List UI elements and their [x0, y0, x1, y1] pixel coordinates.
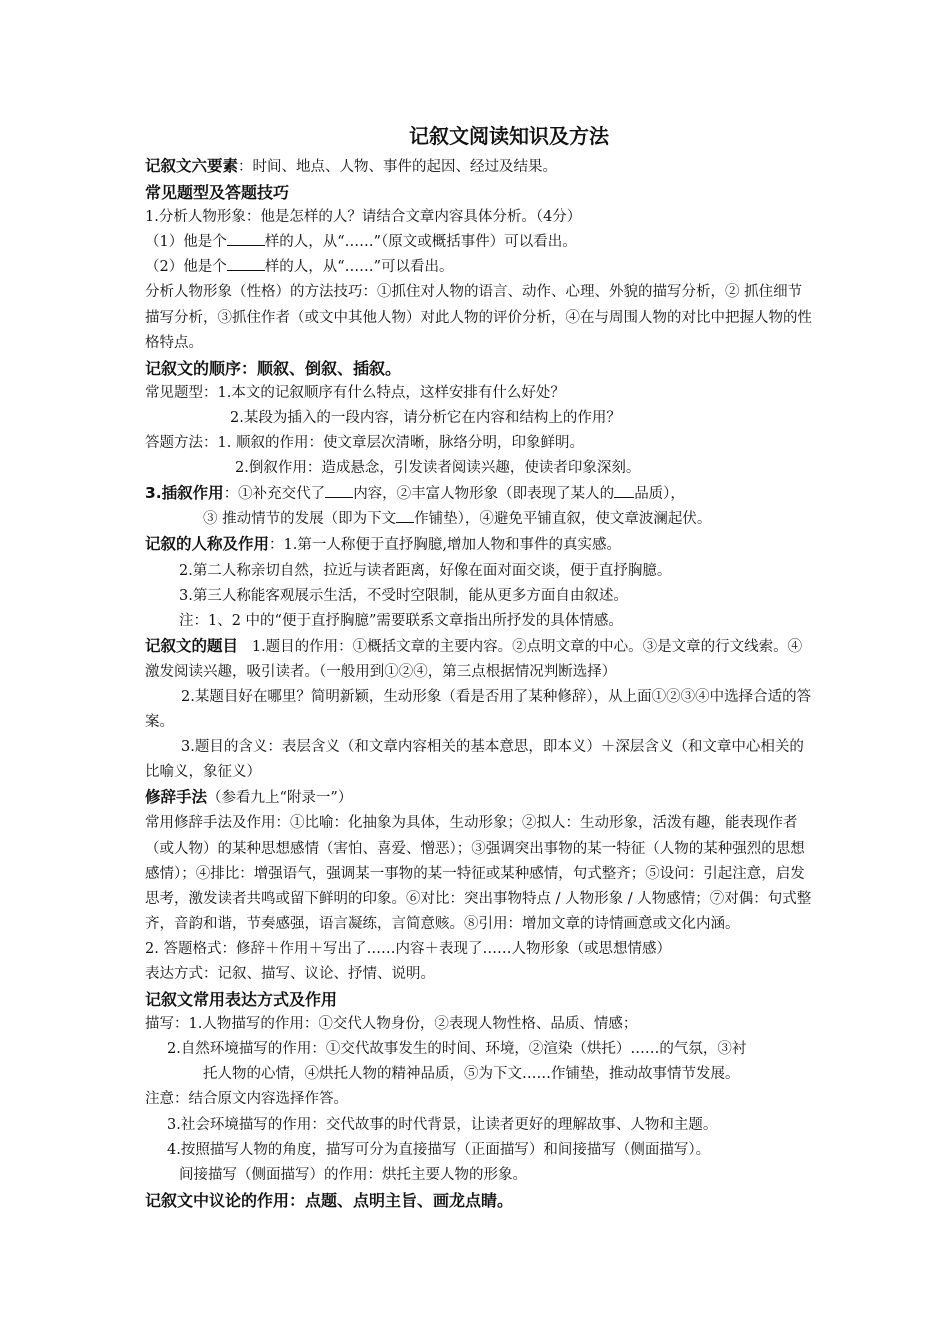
answer-1-prefix: （1）他是个 [145, 234, 227, 251]
rhetoric-ref: （参看九上“附录一”） [207, 790, 353, 807]
order-heading: 记叙文的顺序：顺叙、倒叙、插叙。 [145, 358, 402, 378]
topic-p2: 2.某题目好在哪里？简明新颖，生动形象（看是否用了某种修辞），从上面①②③④中选择合适的答案。 [145, 688, 812, 731]
flashback-text-3: 品质）， [634, 486, 685, 503]
person-first-text: ：1.第一人称便于直抒胸臆,增加人物和事件的真实感。 [269, 537, 621, 554]
six-elements-text: ：时间、地点、人物、事件的起因、经过及结果。 [238, 159, 558, 175]
flashback-blank-1 [325, 497, 353, 498]
expression-d1: 描写：1.人物描写的作用：①交代人物身份，②表现人物性格、品质、情感； [145, 1016, 638, 1033]
expression-d3: 3.社会环境描写的作用：交代故事的时代背景，让读者更好的理解故事、人物和主题。 [167, 1116, 718, 1133]
rhetoric-heading [145, 785, 813, 811]
rhetoric-p2: 2. 答题格式：修辞＋作用＋写出了……内容＋表现了……人物形象（或思想情感） [145, 940, 671, 957]
rhetoric-p1: 常用修辞手法及作用：①比喻：化抽象为具体，生动形象；②拟人：生动形象，活泼有趣，能表现作者（或人物）的某种思想感情（害怕、喜爱、憎恶）；③强调突出事物的某一特征（人物的某种强烈的思想感情）；④排比：增强语气，强调某一事物的某一特征或某种感情，句式整齐；⑤设问：引起注意，启发思考，激发读者共鸣或留下鲜明的印象。⑥对比：突出事物特点 / 人物形象 / 人物感情；⑦对偶：句式整齐，音韵和谐，节奏感强，语言凝练，言简意赅。⑧引用：增加文章的诗情画意或文化内涵。 [145, 815, 812, 932]
flashback-line-2 [145, 507, 813, 532]
topic-p3: 3.题目的含义：表层含义（和文章内容相关的基本意思，即本义）＋深层含义（和文章中心相关的比喻义，象征义） [145, 739, 804, 781]
rhetoric-label: 修辞手法 [145, 788, 208, 807]
flashback-blank-3 [396, 522, 414, 523]
flashback-label: 3.插叙作用 [145, 484, 224, 503]
flashback-text-5: 作铺垫），④避免平铺直叙，使文章波澜起伏。 [414, 511, 712, 528]
topic-p1-text: 1.题目的作用：①概括文章的主要内容。②点明文章的中心。③是文章的行文线索。④激发阅读兴趣，吸引读者。（一般用到①②④，第三点根据情况判断选择） [145, 638, 803, 680]
six-elements-label: 记叙文六要素 [145, 157, 239, 175]
person-third: 3.第三人称能客观展示生活，不受时空限制，能从更多方面自由叙述。 [179, 587, 628, 604]
order-methods-label: 答题方法： [145, 435, 218, 452]
character-answer-2 [145, 255, 813, 280]
answer-1-suffix: 样的人，从“……”（原文或概括事件）可以看出。 [264, 234, 577, 251]
character-question: 1.分析人物形象：他是怎样的人？请结合文章内容具体分析。（4分） [145, 209, 582, 226]
flashback-blank-2 [614, 497, 634, 498]
six-elements-line [145, 154, 813, 180]
common-types-heading: 常见题型及答题技巧 [145, 183, 290, 203]
character-answer-1 [145, 230, 813, 255]
page-title: 记叙文阅读知识及方法 [409, 124, 609, 148]
answer-2-prefix: （2）他是个 [145, 259, 227, 276]
person-second: 2.第二人称亲切自然，拉近与读者距离，好像在面对面交谈，便于直抒胸臆。 [179, 562, 672, 579]
flashback-text-1: ：①补充交代了 [223, 486, 326, 503]
order-type-1-text: 1.本文的记叙顺序有什么特点，这样安排有什么好处？ [217, 384, 565, 401]
character-method: 分析人物形象（性格）的方法技巧：①抓住对人物的语言、动作、心理、外貌的描写分析，② 抓住细节描写分析，③抓住作者（或文中其他人物）对此人物的评价分析，④在与周围人物的对比中把握人物的性格特点。 [145, 284, 812, 351]
expression-d2b: 托人物的心情，④烘托人物的精神品质，⑤为下文……作铺垫，推动故事情节发展。 [203, 1066, 740, 1083]
argument-heading: 记叙文中议论的作用：点题、点明主旨、画龙点睛。 [145, 1190, 514, 1210]
answer-1-blank [227, 245, 265, 246]
order-method-1-text: 1. 顺叙的作用：使文章层次清晰，脉络分明，印象鲜明。 [217, 435, 584, 452]
answer-2-suffix: 样的人，从“……”可以看出。 [264, 259, 454, 276]
rhetoric-p3: 表达方式：记叙、描写、议论、抒情、说明。 [145, 966, 435, 982]
expression-d4: 4.按照描写人物的角度，描写可分为直接描写（正面描写）和间接描写（侧面描写）。 [167, 1141, 711, 1158]
answer-2-blank [227, 270, 265, 271]
order-type-1 [145, 381, 813, 406]
order-type-2: 2.某段为插入的一段内容，请分析它在内容和结构上的作用？ [230, 409, 621, 426]
person-first [145, 532, 813, 558]
order-method-2: 2.倒叙作用：造成悬念，引发读者阅读兴趣，使读者印象深刻。 [235, 460, 641, 477]
person-note: 注：1、2 中的“便于直抒胸臆”需要联系文章指出所抒发的具体情感。 [179, 612, 623, 629]
order-types-label: 常见题型： [145, 384, 218, 401]
document-body [145, 118, 813, 1213]
flashback-line-1 [145, 481, 813, 507]
topic-p1 [145, 634, 813, 685]
flashback-text-4: ③ 推动情节的发展（即为下文 [203, 511, 397, 528]
expression-d2a: 2.自然环境描写的作用：①交代故事发生的时间、环境，②渲染（烘托）……的气氛，③衬 [167, 1041, 747, 1058]
person-label: 记叙的人称及作用 [145, 535, 270, 554]
expression-d5: 间接描写（侧面描写）的作用：烘托主要人物的形象。 [179, 1166, 527, 1183]
topic-label: 记叙文的题目 [145, 636, 239, 655]
expression-heading: 记叙文常用表达方式及作用 [145, 990, 338, 1010]
order-method-1 [145, 431, 813, 456]
expression-note: 注意：结合原文内容选择作答。 [145, 1091, 348, 1108]
flashback-text-2: 内容，②丰富人物形象（即表现了某人的 [353, 486, 615, 503]
